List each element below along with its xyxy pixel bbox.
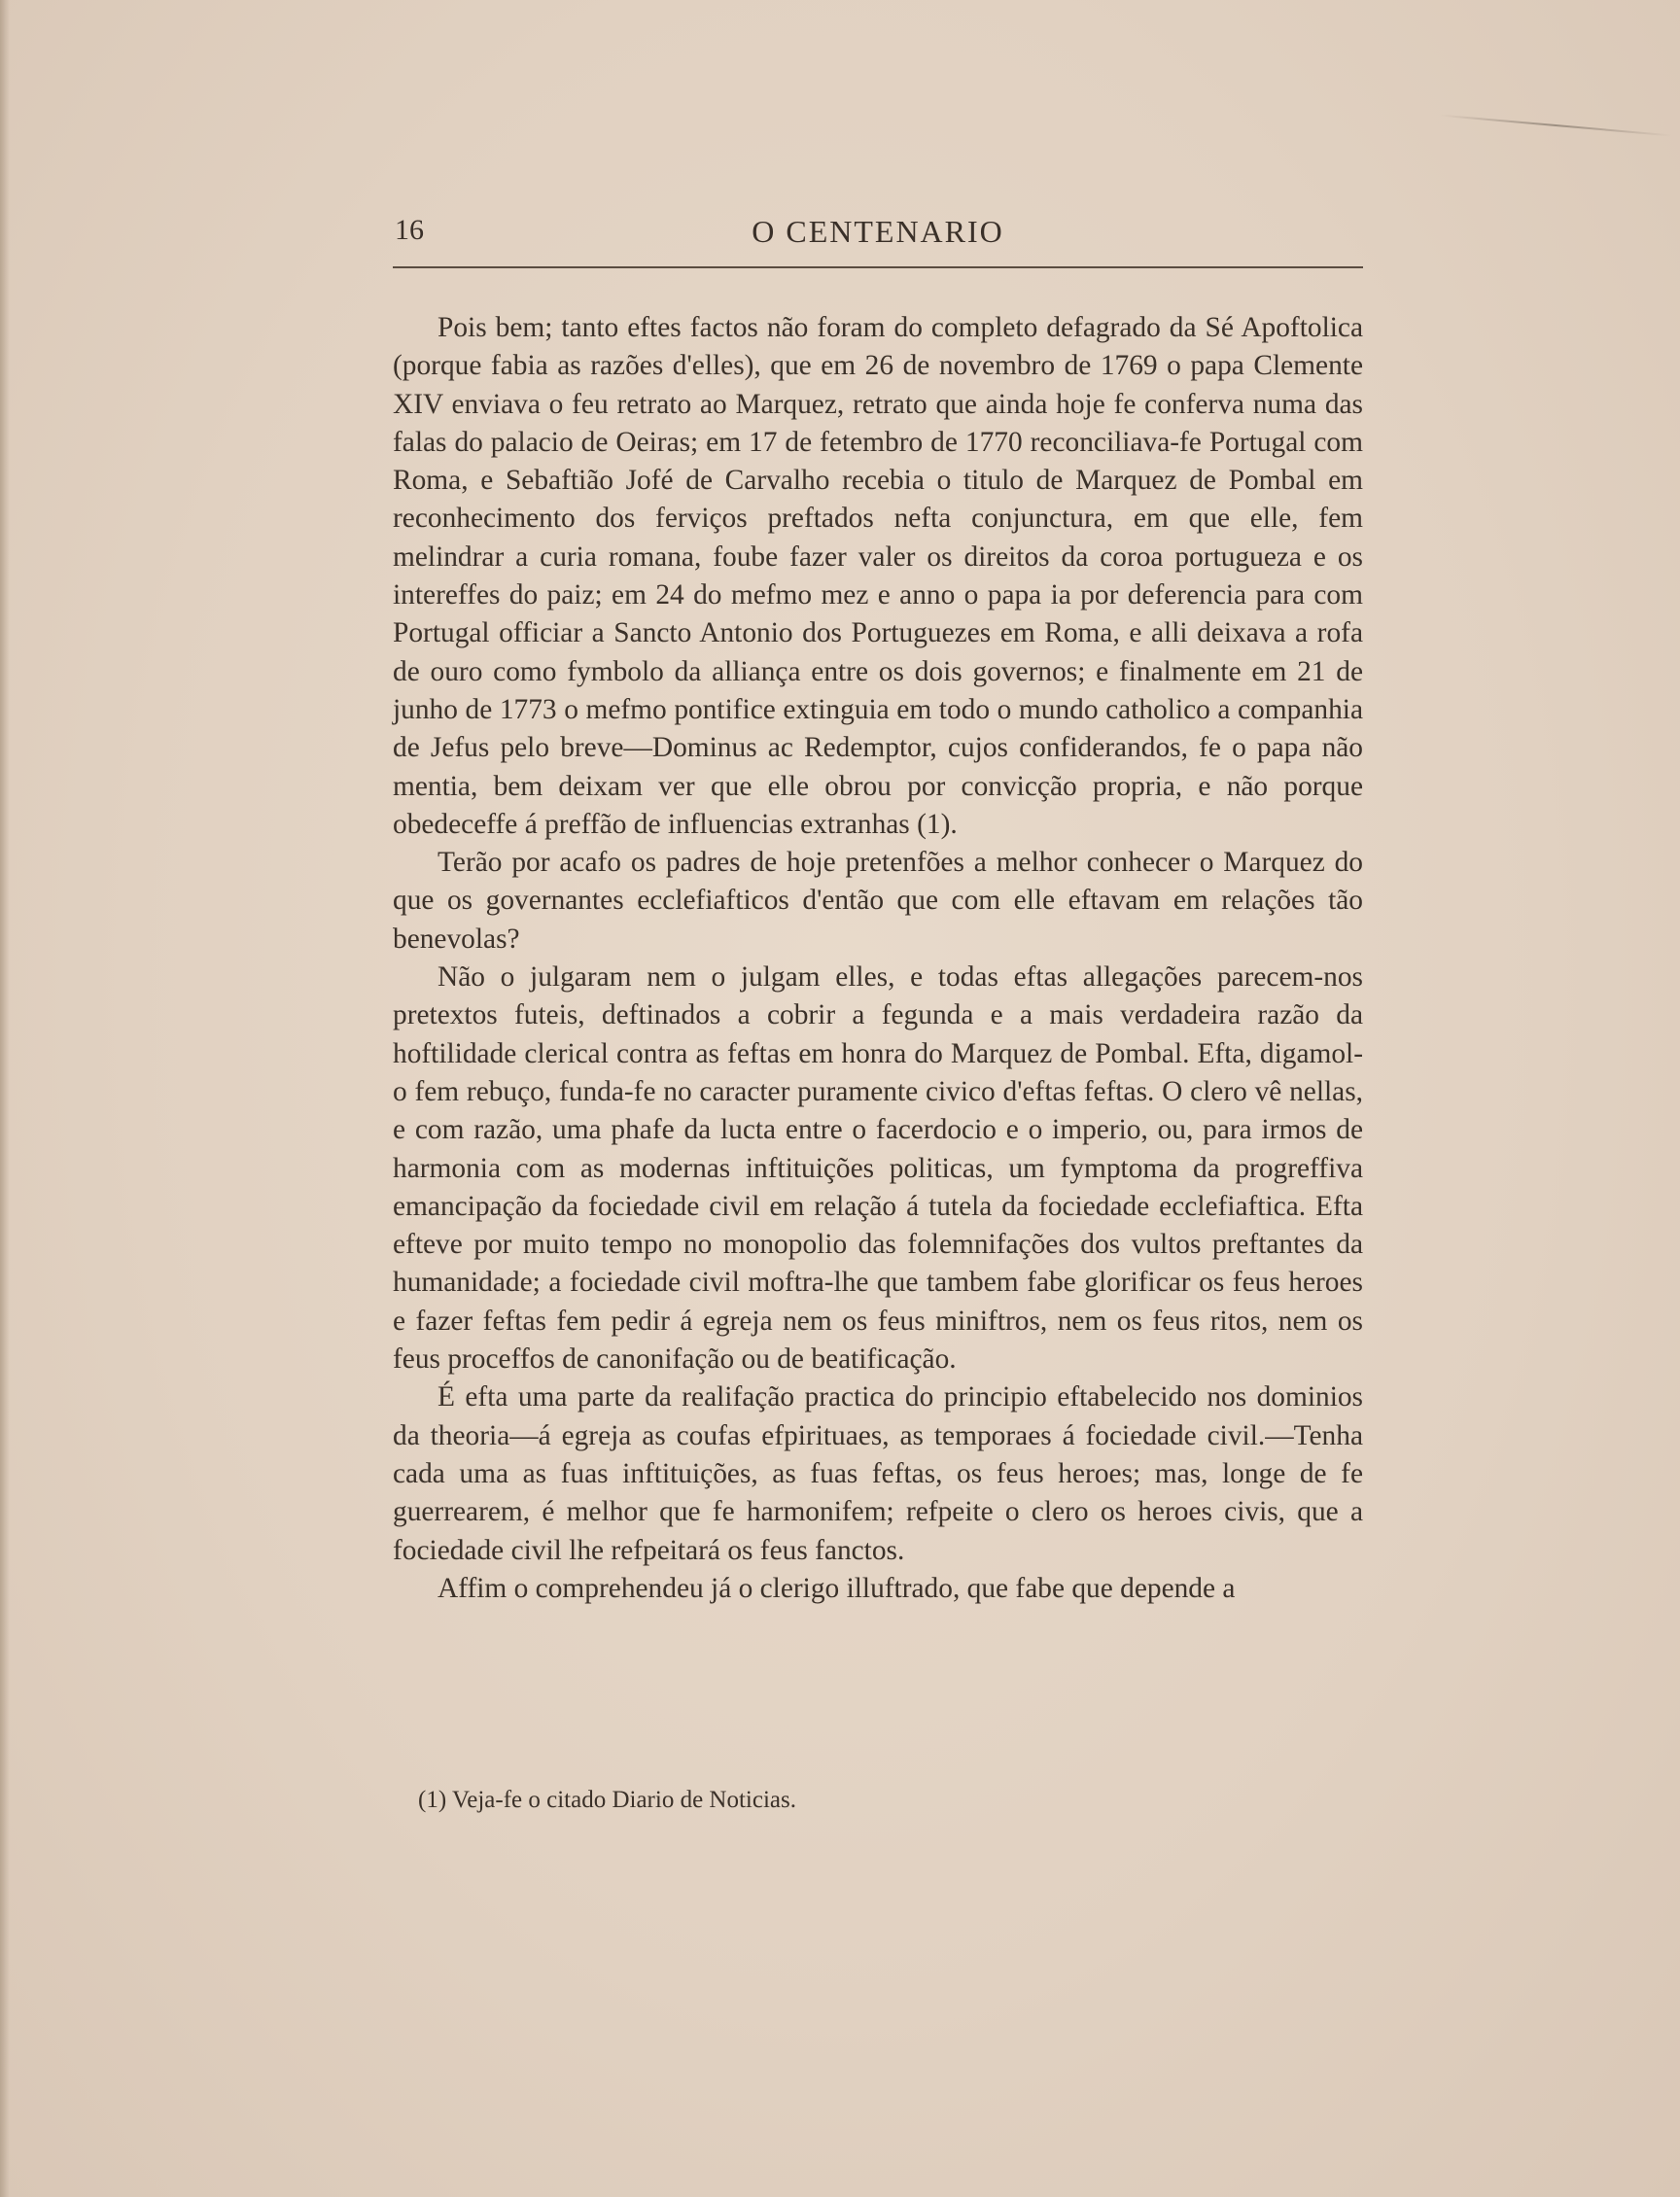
running-title: O CENTENARIO — [752, 214, 1004, 249]
header-rule — [393, 266, 1363, 268]
paragraph-5: Affim o comprehendeu já o clerigo illuftrado, que fabe que depende a — [438, 1572, 1236, 1604]
footnote: (1) Veja-fe o citado Diario de Noticias. — [418, 1787, 796, 1813]
page-edge-shadow — [0, 0, 10, 2197]
paragraph-1: Pois bem; tanto eftes factos não foram do completo defagrado da Sé Apoftolica (porque fabia as razões d'elles), que em 26 de novembro de 1769 o papa Clemente XIV enviava o feu retrato ao Marquez, retrato que ainda hoje fe conferva numa das falas do palacio de Oeiras; em 17 de fetembro de 1770 reconciliava-fe Portugal com Roma, e Sebaftião Jofé de Carvalho recebia o titulo de Marquez de Pombal em reconhecimento dos ferviços preftados nefta conjunctura, em que elle, fem melindrar a curia romana, foube fazer valer os direitos da coroa portugueza e os intereffes do paiz; em 24 do mefmo mez e anno o papa ia por deferencia para com Portugal officiar a Sancto Antonio dos Portuguezes em Roma, e alli deixava a rofa de ouro como fymbolo da alliança entre os dois governos; e finalmente em 21 de junho de 1773 o mefmo pontifice extinguia em todo o mundo catholico a companhia de Jefus pelo breve—Dominus ac Redemptor, cujos confiderandos, fe o papa não mentia, bem deixam ver que elle obrou por convicção propria, e não porque obedeceffe á preffão de influencias extranhas (1). — [393, 312, 1363, 840]
paragraph-2: Terão por acafo os padres de hoje pretenfões a melhor conhecer o Marquez do que os governantes ecclefiafticos d'então que com elle eftavam em relações tão benevolas? — [393, 847, 1363, 955]
body-text — [393, 309, 1363, 1608]
paper-crease — [1439, 115, 1671, 137]
paragraph-4: É efta uma parte da realifação practica do principio eftabelecido nos dominios da theoria—á egreja as coufas efpirituaes, as temporaes á fociedade civil.—Tenha cada uma as fuas inftituições, as fuas feftas, os feus heroes; mas, longe de fe guerrearem, é melhor que fe harmonifem; refpeite o clero os heroes civis, que a fociedade civil lhe refpeitará os feus fanctos. — [393, 1381, 1363, 1566]
page-header — [393, 210, 1363, 257]
paragraph-3: Não o julgaram nem o julgam elles, e todas eftas allegações parecem-nos pretextos futeis, deftinados a cobrir a fegunda e a mais verdadeira razão da hoftilidade clerical contra as feftas em honra do Marquez de Pombal. Efta, digamol-o fem rebuço, funda-fe no caracter puramente civico d'eftas feftas. O clero vê nellas, e com razão, uma phafe da lucta entre o facerdocio e o imperio, ou, para irmos de harmonia com as modernas inftituições politicas, um fymptoma da progreffiva emancipação da fociedade civil em relação á tutela da fociedade ecclefiaftica. Efta efteve por muito tempo no monopolio das folemnifações dos vultos preftantes da humanidade; a fociedade civil moftra-lhe que tambem fabe glorificar os feus heroes e fazer feftas fem pedir á egreja nem os feus miniftros, nem os feus ritos, nem os feus proceffos de canonifação ou de beatificação. — [393, 961, 1363, 1376]
page-number: 16 — [395, 214, 424, 246]
